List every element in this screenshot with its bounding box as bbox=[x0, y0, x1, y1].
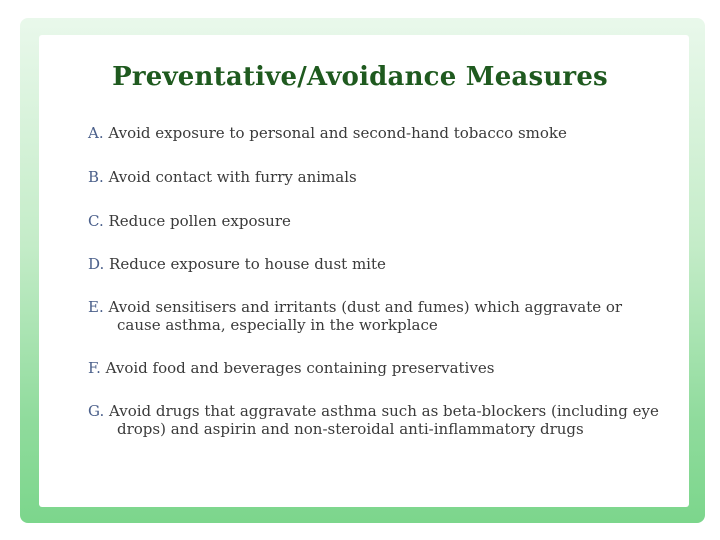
list-item bbox=[88, 255, 677, 273]
list-item bbox=[88, 298, 662, 334]
item-letter: G. bbox=[88, 402, 105, 420]
item-text: Avoid drugs that aggravate asthma such as beta-blockers (including eye drops) and aspirin and non-steroidal anti-inflammatory drugs bbox=[109, 402, 659, 438]
list-item bbox=[88, 168, 677, 186]
item-letter: F. bbox=[88, 359, 101, 377]
list-item bbox=[88, 402, 662, 438]
item-letter: A. bbox=[88, 124, 104, 142]
item-text: Avoid contact with furry animals bbox=[108, 168, 357, 186]
slide-title: Preventative/Avoidance Measures bbox=[112, 62, 608, 92]
list-item bbox=[88, 212, 677, 230]
item-letter: D. bbox=[88, 255, 105, 273]
item-letter: E. bbox=[88, 298, 104, 316]
item-text: Reduce pollen exposure bbox=[108, 212, 291, 230]
list-item bbox=[88, 124, 677, 142]
item-letter: B. bbox=[88, 168, 104, 186]
item-letter: C. bbox=[88, 212, 104, 230]
list-item bbox=[88, 359, 677, 377]
item-text: Reduce exposure to house dust mite bbox=[109, 255, 386, 273]
item-text: Avoid food and beverages containing preservatives bbox=[105, 359, 495, 377]
item-text: Avoid sensitisers and irritants (dust and fumes) which aggravate or cause asthma, especially in the workplace bbox=[108, 298, 623, 334]
item-text: Avoid exposure to personal and second-hand tobacco smoke bbox=[108, 124, 567, 142]
